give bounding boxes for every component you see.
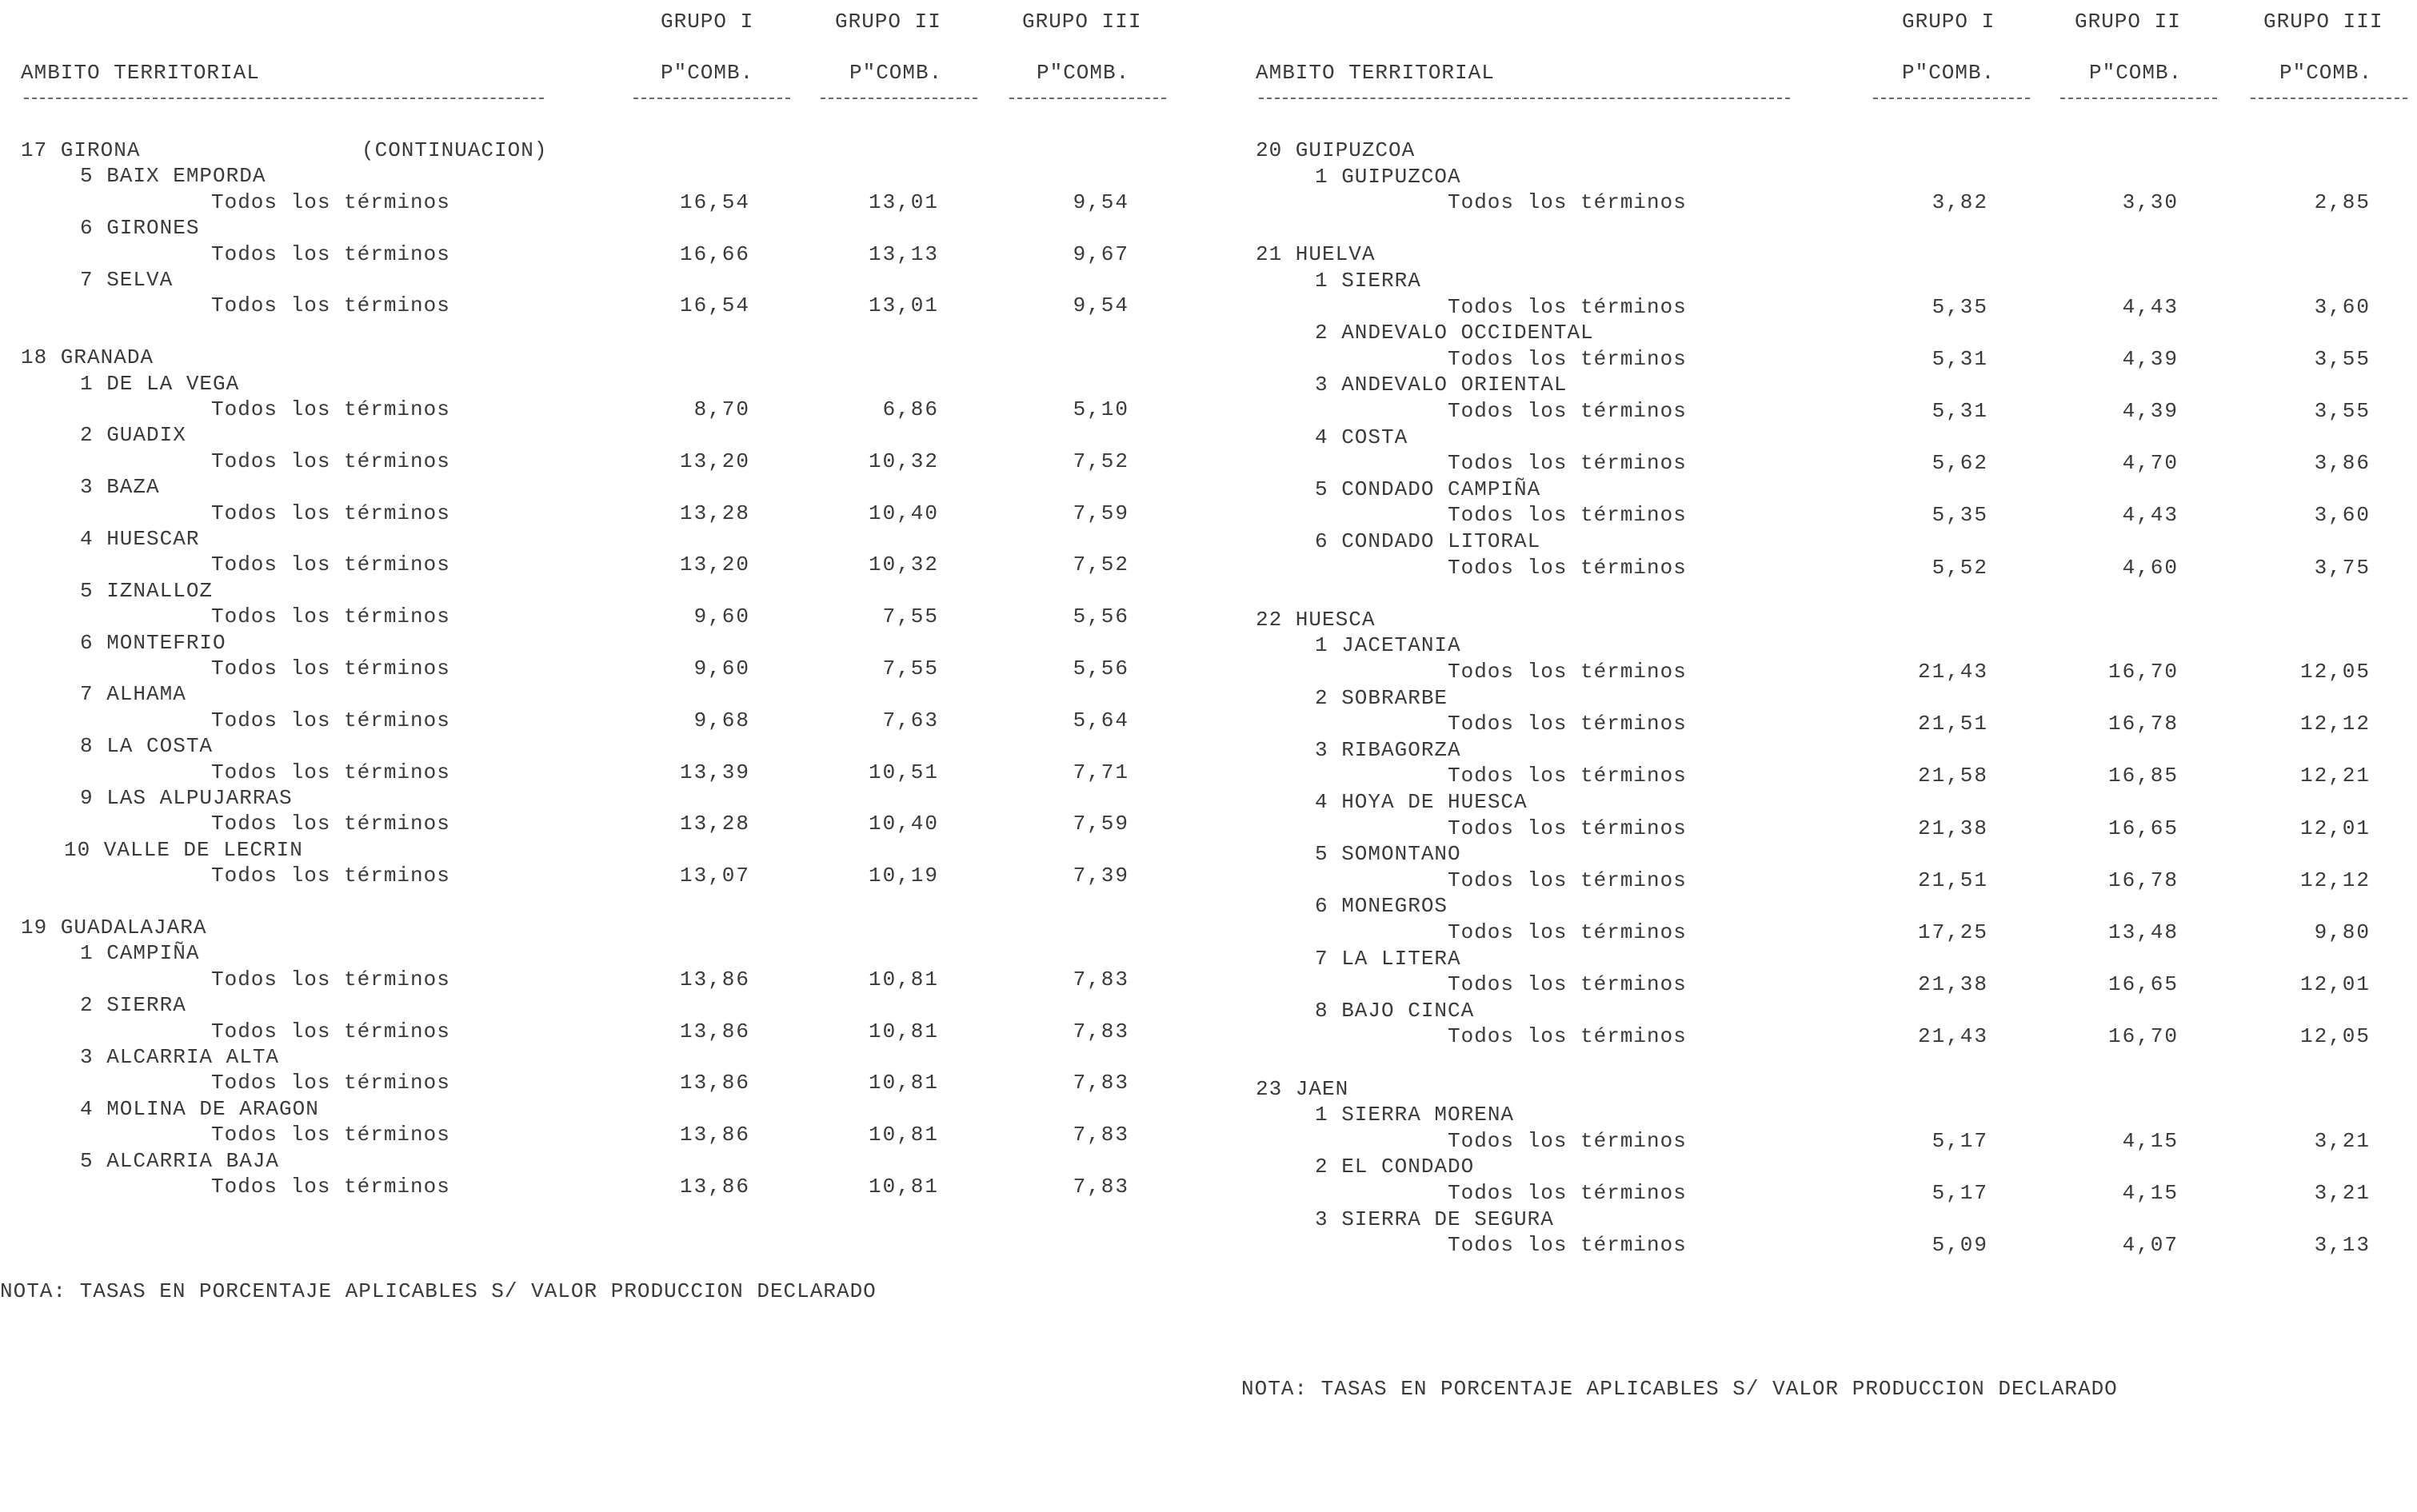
- rate-grupo-1: 9,68: [693, 708, 750, 732]
- rate-grupo-2: 10,81: [868, 1175, 939, 1199]
- rate-grupo-1: 21,43: [1917, 660, 1988, 684]
- rate-grupo-1: 21,43: [1917, 1024, 1988, 1049]
- rate-grupo-1: 21,38: [1917, 816, 1988, 840]
- rate-grupo-2: 13,13: [868, 241, 939, 266]
- rate-grupo-2: 4,70: [2122, 451, 2179, 476]
- comarca-label: 2 EL CONDADO: [1315, 1155, 1475, 1179]
- terminos-label: Todos los términos: [1448, 920, 1687, 944]
- terminos-label: Todos los términos: [211, 760, 450, 784]
- rate-grupo-2: 6,86: [882, 397, 939, 421]
- comarca-label: 8 LA COSTA: [80, 734, 214, 759]
- rate-grupo-3: 3,21: [2314, 1128, 2371, 1153]
- rate-grupo-1: 9,60: [693, 604, 750, 629]
- rate-grupo-1: 5,17: [1932, 1181, 1988, 1205]
- comarca-label: 6 GIRONES: [80, 216, 200, 241]
- province-heading: 20 GUIPUZCOA: [1256, 138, 1416, 162]
- comarca-label: 6 MONEGROS: [1315, 894, 1448, 919]
- rate-grupo-1: 21,58: [1917, 764, 1988, 788]
- rate-grupo-3: 5,56: [1073, 604, 1129, 629]
- comarca-label: 4 HOYA DE HUESCA: [1315, 790, 1528, 814]
- comarca-label: 7 ALHAMA: [80, 682, 186, 707]
- comarca-label: 4 MOLINA DE ARAGON: [80, 1096, 319, 1121]
- terminos-label: Todos los términos: [211, 501, 450, 525]
- rate-grupo-1: 13,86: [679, 1071, 750, 1095]
- rate-grupo-1: 16,54: [679, 189, 750, 214]
- rate-grupo-1: 5,17: [1932, 1128, 1988, 1153]
- rate-grupo-1: 21,51: [1917, 712, 1988, 736]
- rate-grupo-2: 10,81: [868, 1071, 939, 1095]
- rate-grupo-1: 16,54: [679, 293, 750, 318]
- rate-grupo-3: 3,21: [2314, 1181, 2371, 1205]
- rate-grupo-2: 10,32: [868, 553, 939, 577]
- comarca-label: 5 CONDADO CAMPIÑA: [1315, 477, 1541, 501]
- comarca-label: 1 DE LA VEGA: [80, 371, 240, 396]
- rate-grupo-2: 10,81: [868, 1123, 939, 1147]
- rate-grupo-3: 5,10: [1073, 397, 1129, 421]
- comarca-label: 3 ALCARRIA ALTA: [80, 1045, 280, 1069]
- rate-grupo-1: 5,52: [1932, 555, 1988, 580]
- rate-grupo-3: 9,54: [1073, 293, 1129, 318]
- terminos-label: Todos los términos: [211, 1071, 450, 1095]
- comarca-label: 9 LAS ALPUJARRAS: [80, 786, 293, 810]
- header-grupo-1: GRUPO I: [661, 10, 754, 34]
- rate-grupo-2: 4,43: [2122, 294, 2179, 319]
- rate-grupo-2: 10,40: [868, 501, 939, 525]
- rate-grupo-1: 13,86: [679, 967, 750, 991]
- header-pcomb-1: P"COMB.: [661, 61, 754, 85]
- header-divider-g3: [1009, 98, 1166, 99]
- rate-grupo-2: 13,01: [868, 293, 939, 318]
- rate-grupo-3: 9,54: [1073, 189, 1129, 214]
- rate-grupo-3: 3,75: [2314, 555, 2371, 580]
- comarca-label: 2 SOBRARBE: [1315, 685, 1448, 710]
- comarca-label: 2 SIERRA: [80, 993, 186, 1018]
- province-heading: 18 GRANADA: [21, 345, 154, 370]
- rate-grupo-3: 7,39: [1073, 864, 1129, 888]
- rate-grupo-2: 10,19: [868, 864, 939, 888]
- terminos-label: Todos los términos: [1448, 868, 1687, 892]
- rate-grupo-3: 9,80: [2314, 920, 2371, 944]
- rate-grupo-3: 7,83: [1073, 967, 1129, 991]
- terminos-label: Todos los términos: [1448, 555, 1687, 580]
- rate-grupo-1: 9,60: [693, 656, 750, 680]
- rate-grupo-2: 16,65: [2107, 816, 2179, 840]
- header-divider-g3: [2251, 98, 2407, 99]
- footnote: NOTA: TASAS EN PORCENTAJE APLICABLES S/ VALOR PRODUCCION DECLARADO: [1241, 1377, 2118, 1401]
- rate-grupo-2: 16,78: [2107, 868, 2179, 892]
- terminos-label: Todos los términos: [1448, 972, 1687, 997]
- terminos-label: Todos los términos: [1448, 190, 1687, 215]
- rate-grupo-3: 7,83: [1073, 1019, 1129, 1043]
- rate-grupo-3: 12,21: [2299, 764, 2371, 788]
- terminos-label: Todos los términos: [1448, 764, 1687, 788]
- province-heading: 23 JAEN: [1256, 1076, 1349, 1101]
- comarca-label: 5 ALCARRIA BAJA: [80, 1148, 280, 1173]
- rate-grupo-2: 10,32: [868, 449, 939, 473]
- comarca-label: 6 MONTEFRIO: [80, 630, 226, 655]
- comarca-label: 10 VALLE DE LECRIN: [64, 837, 303, 862]
- rate-grupo-1: 3,82: [1932, 190, 1988, 215]
- comarca-label: 5 SOMONTANO: [1315, 842, 1461, 867]
- rate-grupo-1: 5,09: [1932, 1233, 1988, 1258]
- rate-grupo-1: 13,39: [679, 760, 750, 784]
- header-divider-g2: [2060, 98, 2217, 99]
- province-heading: 17 GIRONA: [21, 138, 141, 162]
- rate-grupo-3: 3,86: [2314, 451, 2371, 476]
- rate-grupo-2: 13,48: [2107, 920, 2179, 944]
- rate-grupo-3: 7,59: [1073, 501, 1129, 525]
- comarca-label: 1 CAMPIÑA: [80, 941, 200, 966]
- rate-grupo-2: 4,43: [2122, 503, 2179, 528]
- rate-grupo-3: 2,85: [2314, 190, 2371, 215]
- rate-grupo-3: 12,05: [2299, 1024, 2371, 1049]
- header-pcomb-3: P"COMB.: [1037, 61, 1130, 85]
- comarca-label: 1 GUIPUZCOA: [1315, 164, 1461, 189]
- terminos-label: Todos los términos: [211, 241, 450, 266]
- comarca-label: 3 ANDEVALO ORIENTAL: [1315, 373, 1568, 397]
- header-divider-ambito: [1259, 98, 1790, 99]
- terminos-label: Todos los términos: [1448, 294, 1687, 319]
- header-divider-ambito: [24, 98, 544, 99]
- rate-grupo-3: 7,71: [1073, 760, 1129, 784]
- header-divider-g1: [633, 98, 790, 99]
- rate-grupo-3: 3,60: [2314, 503, 2371, 528]
- terminos-label: Todos los términos: [211, 604, 450, 629]
- rate-grupo-2: 10,40: [868, 812, 939, 836]
- terminos-label: Todos los términos: [211, 812, 450, 836]
- comarca-label: 3 RIBAGORZA: [1315, 737, 1461, 762]
- comarca-label: 3 SIERRA DE SEGURA: [1315, 1207, 1554, 1231]
- rate-grupo-2: 10,81: [868, 1019, 939, 1043]
- terminos-label: Todos los términos: [211, 656, 450, 680]
- comarca-label: 2 ANDEVALO OCCIDENTAL: [1315, 321, 1594, 345]
- rate-grupo-3: 3,13: [2314, 1233, 2371, 1258]
- province-heading: 21 HUELVA: [1256, 242, 1376, 267]
- rate-grupo-3: 12,05: [2299, 660, 2371, 684]
- rate-grupo-3: 5,64: [1073, 708, 1129, 732]
- rate-grupo-2: 13,01: [868, 189, 939, 214]
- terminos-label: Todos los términos: [211, 449, 450, 473]
- rate-grupo-2: 10,81: [868, 967, 939, 991]
- rate-grupo-1: 5,62: [1932, 451, 1988, 476]
- header-ambito-territorial: AMBITO TERRITORIAL: [1256, 61, 1495, 85]
- rate-grupo-2: 7,55: [882, 656, 939, 680]
- header-divider-g1: [1873, 98, 2030, 99]
- terminos-label: Todos los términos: [211, 553, 450, 577]
- rate-grupo-2: 16,70: [2107, 1024, 2179, 1049]
- comarca-label: 5 BAIX EMPORDA: [80, 164, 266, 189]
- rate-grupo-1: 16,66: [679, 241, 750, 266]
- terminos-label: Todos los términos: [1448, 660, 1687, 684]
- terminos-label: Todos los términos: [211, 864, 450, 888]
- terminos-label: Todos los términos: [211, 1175, 450, 1199]
- rate-grupo-3: 12,01: [2299, 816, 2371, 840]
- terminos-label: Todos los términos: [211, 967, 450, 991]
- rate-grupo-1: 5,35: [1932, 294, 1988, 319]
- header-ambito-territorial: AMBITO TERRITORIAL: [21, 61, 260, 85]
- header-grupo-2: GRUPO II: [835, 10, 941, 34]
- comarca-label: 7 LA LITERA: [1315, 946, 1461, 971]
- header-divider-g2: [821, 98, 977, 99]
- comarca-label: 2 GUADIX: [80, 423, 186, 448]
- rate-grupo-1: 17,25: [1917, 920, 1988, 944]
- comarca-label: 4 COSTA: [1315, 425, 1408, 449]
- rate-grupo-1: 5,31: [1932, 346, 1988, 371]
- comarca-label: 3 BAZA: [80, 475, 160, 500]
- terminos-label: Todos los términos: [1448, 1128, 1687, 1153]
- rate-grupo-2: 4,15: [2122, 1128, 2179, 1153]
- comarca-label: 6 CONDADO LITORAL: [1315, 529, 1541, 553]
- rate-grupo-1: 13,20: [679, 449, 750, 473]
- rate-grupo-3: 7,52: [1073, 449, 1129, 473]
- rate-grupo-2: 4,39: [2122, 346, 2179, 371]
- rate-grupo-3: 12,12: [2299, 712, 2371, 736]
- rate-grupo-1: 5,35: [1932, 503, 1988, 528]
- comarca-label: 4 HUESCAR: [80, 527, 200, 551]
- rate-grupo-2: 4,15: [2122, 1181, 2179, 1205]
- rate-grupo-1: 13,28: [679, 812, 750, 836]
- comarca-label: 8 BAJO CINCA: [1315, 998, 1475, 1023]
- terminos-label: Todos los términos: [211, 397, 450, 421]
- province-heading: 22 HUESCA: [1256, 607, 1376, 632]
- rate-grupo-2: 16,78: [2107, 712, 2179, 736]
- rate-grupo-2: 16,65: [2107, 972, 2179, 997]
- rate-grupo-2: 3,30: [2122, 190, 2179, 215]
- rate-grupo-1: 8,70: [693, 397, 750, 421]
- header-pcomb-2: P"COMB.: [2089, 61, 2183, 85]
- terminos-label: Todos los términos: [1448, 816, 1687, 840]
- header-pcomb-1: P"COMB.: [1902, 61, 1996, 85]
- comarca-label: 1 SIERRA MORENA: [1315, 1103, 1515, 1127]
- rate-grupo-3: 12,01: [2299, 972, 2371, 997]
- continuation-label: (CONTINUACION): [362, 138, 548, 162]
- rate-grupo-1: 21,51: [1917, 868, 1988, 892]
- rate-grupo-1: 13,07: [679, 864, 750, 888]
- rate-grupo-2: 16,70: [2107, 660, 2179, 684]
- rate-grupo-1: 5,31: [1932, 399, 1988, 423]
- rate-grupo-3: 3,55: [2314, 346, 2371, 371]
- rate-grupo-2: 7,63: [882, 708, 939, 732]
- rate-grupo-3: 7,83: [1073, 1071, 1129, 1095]
- rate-grupo-1: 13,28: [679, 501, 750, 525]
- rate-grupo-3: 7,59: [1073, 812, 1129, 836]
- rate-grupo-2: 7,55: [882, 604, 939, 629]
- rate-grupo-1: 13,86: [679, 1175, 750, 1199]
- terminos-label: Todos los términos: [1448, 346, 1687, 371]
- terminos-label: Todos los términos: [211, 708, 450, 732]
- terminos-label: Todos los términos: [211, 293, 450, 318]
- rate-grupo-3: 7,83: [1073, 1175, 1129, 1199]
- province-heading: 19 GUADALAJARA: [21, 916, 207, 940]
- header-grupo-1: GRUPO I: [1902, 10, 1996, 34]
- rate-grupo-3: 7,83: [1073, 1123, 1129, 1147]
- header-grupo-3: GRUPO III: [1022, 10, 1142, 34]
- rate-grupo-2: 4,07: [2122, 1233, 2179, 1258]
- header-pcomb-3: P"COMB.: [2279, 61, 2373, 85]
- rate-grupo-3: 3,60: [2314, 294, 2371, 319]
- rate-grupo-1: 21,38: [1917, 972, 1988, 997]
- terminos-label: Todos los términos: [1448, 451, 1687, 476]
- comarca-label: 1 JACETANIA: [1315, 633, 1461, 658]
- header-grupo-2: GRUPO II: [2075, 10, 2181, 34]
- rate-grupo-3: 7,52: [1073, 553, 1129, 577]
- header-pcomb-2: P"COMB.: [849, 61, 943, 85]
- rate-grupo-3: 3,55: [2314, 399, 2371, 423]
- terminos-label: Todos los términos: [1448, 1233, 1687, 1258]
- terminos-label: Todos los términos: [1448, 1181, 1687, 1205]
- terminos-label: Todos los términos: [1448, 1024, 1687, 1049]
- rate-grupo-1: 13,20: [679, 553, 750, 577]
- rate-grupo-1: 13,86: [679, 1123, 750, 1147]
- comarca-label: 7 SELVA: [80, 268, 174, 292]
- rate-grupo-2: 10,51: [868, 760, 939, 784]
- rate-grupo-3: 12,12: [2299, 868, 2371, 892]
- terminos-label: Todos los términos: [1448, 712, 1687, 736]
- rate-grupo-1: 13,86: [679, 1019, 750, 1043]
- terminos-label: Todos los términos: [1448, 399, 1687, 423]
- terminos-label: Todos los términos: [211, 189, 450, 214]
- footnote: NOTA: TASAS EN PORCENTAJE APLICABLES S/ VALOR PRODUCCION DECLARADO: [0, 1279, 877, 1303]
- terminos-label: Todos los términos: [211, 1123, 450, 1147]
- rate-grupo-3: 5,56: [1073, 656, 1129, 680]
- rate-grupo-3: 9,67: [1073, 241, 1129, 266]
- comarca-label: 5 IZNALLOZ: [80, 578, 214, 603]
- rate-grupo-2: 16,85: [2107, 764, 2179, 788]
- header-grupo-3: GRUPO III: [2263, 10, 2383, 34]
- terminos-label: Todos los términos: [1448, 503, 1687, 528]
- comarca-label: 1 SIERRA: [1315, 269, 1421, 293]
- rate-grupo-2: 4,39: [2122, 399, 2179, 423]
- terminos-label: Todos los términos: [211, 1019, 450, 1043]
- rate-grupo-2: 4,60: [2122, 555, 2179, 580]
